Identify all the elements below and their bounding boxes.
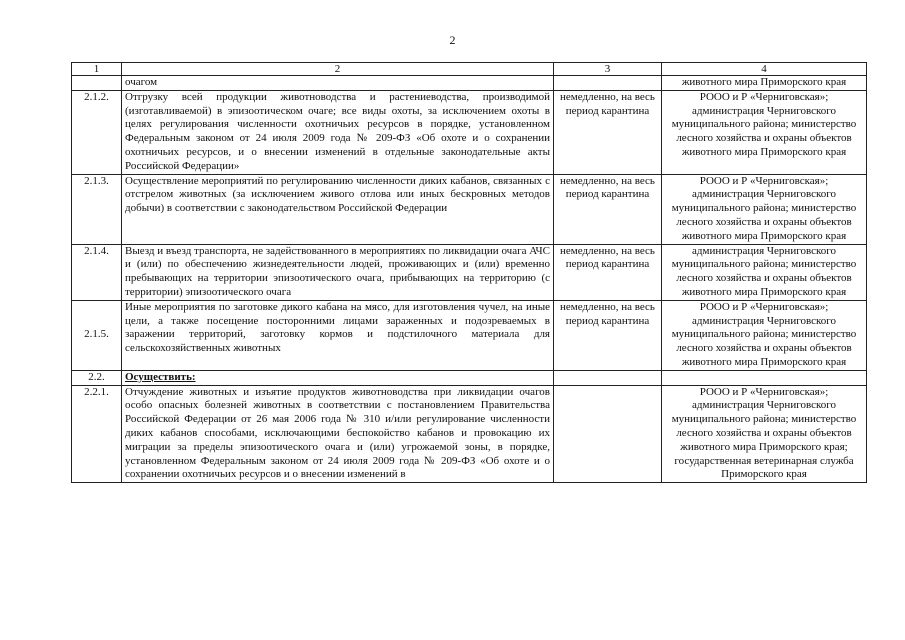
- row-responsible: администрация Черниговского муниципального района; министерство лесного хозяйства и охраны объектов животного мира Приморского края: [662, 244, 867, 300]
- column-header: 3: [554, 63, 662, 76]
- row-responsible: РООО и Р «Черниговская»; администрация Черниговского муниципального района; министерство лесного хозяйства и охраны объектов животного мира Приморского края: [662, 90, 867, 174]
- row-term: [554, 76, 662, 91]
- row-text: Осуществление мероприятий по регулированию численности диких кабанов, связанных с отстрелом животных (за исключением живого отлова или иных бескровных методов добычи) в соответствии с законодательством Российской Федерации: [122, 174, 554, 244]
- row-text: Отчуждение животных и изъятие продуктов животноводства при ликвидации очагов особо опасных болезней животных в соответствии с постановлением Правительства Российской Федерации от 26 мая 2006 года № 310 и/или регулирование численности диких кабанов способами, исключающими беспокойство кабанов и провокацию их миграции за пределы эпизоотического очага и (или) угрожаемой зоны, в порядке, установленном Федеральным законом от 24 июля 2009 года № 209-ФЗ «Об охоте и о сохранении охотничьих ресурсов и о внесении изменений в: [122, 385, 554, 483]
- section-row: [72, 370, 867, 385]
- column-header: 4: [662, 63, 867, 76]
- table-row: [72, 76, 867, 91]
- row-responsible: РООО и Р «Черниговская»; администрация Черниговского муниципального района; министерство лесного хозяйства и охраны объектов животного мира Приморского края: [662, 300, 867, 370]
- row-term: немедленно, на весь период карантина: [554, 174, 662, 244]
- row-number: 2.2.: [72, 370, 122, 385]
- row-term: немедленно, на весь период карантина: [554, 300, 662, 370]
- column-header: 2: [122, 63, 554, 76]
- table-row: [72, 244, 867, 300]
- row-number: 2.2.1.: [72, 385, 122, 483]
- row-responsible: РООО и Р «Черниговская»; администрация Черниговского муниципального района; министерство лесного хозяйства и охраны объектов животного мира Приморского края: [662, 174, 867, 244]
- table-row: [72, 174, 867, 244]
- row-term: немедленно, на весь период карантина: [554, 90, 662, 174]
- row-text: Иные мероприятия по заготовке дикого кабана на мясо, для изготовления чучел, на иные цели, а также посещение посторонними лицами зараженных и подозреваемых в заражении территорий, заготовку кормов и подстилочного материала для сельскохозяйственных животных: [122, 300, 554, 370]
- row-responsible: [662, 370, 867, 385]
- row-number: 2.1.3.: [72, 174, 122, 244]
- section-title: Осуществить:: [122, 370, 554, 385]
- table-row: [72, 385, 867, 483]
- row-number: [72, 76, 122, 91]
- row-responsible: животного мира Приморского края: [662, 76, 867, 91]
- row-term: [554, 385, 662, 483]
- row-number: 2.1.4.: [72, 244, 122, 300]
- page-number: 2: [449, 33, 456, 47]
- row-term: немедленно, на весь период карантина: [554, 244, 662, 300]
- row-text: Выезд и въезд транспорта, не задействованного в мероприятиях по ликвидации очага АЧС и (или) по обеспечению жизнедеятельности людей, проживающих и (или) временно пребывающих на территории эпизоотического очага, прибывающих на территорию (с территории) эпизоотического очага: [122, 244, 554, 300]
- column-header: 1: [72, 63, 122, 76]
- table-row: [72, 300, 867, 370]
- table-row: [72, 90, 867, 174]
- measures-table: [71, 62, 867, 483]
- row-number: 2.1.2.: [72, 90, 122, 174]
- row-number: 2.1.5.: [72, 300, 122, 370]
- row-term: [554, 370, 662, 385]
- row-text: Отгрузку всей продукции животноводства и растениеводства, производимой (изготавливаемой) в эпизоотическом очаге; все виды охоты, за исключением охоты в целях регулирования численности охотничьих ресурсов в порядке, установленном Федеральным законом от 24 июля 2009 года № 209-ФЗ «Об охоте и о сохранении охотничьих ресурсов, и о внесении изменений в отдельные законодательные акты Российской Федерации»: [122, 90, 554, 174]
- row-responsible: РООО и Р «Черниговская»; администрация Черниговского муниципального района; министерство лесного хозяйства и охраны объектов животного мира Приморского края; государственная ветеринарная служба Приморского края: [662, 385, 867, 483]
- row-text: очагом: [122, 76, 554, 91]
- table-header-row: [72, 63, 867, 76]
